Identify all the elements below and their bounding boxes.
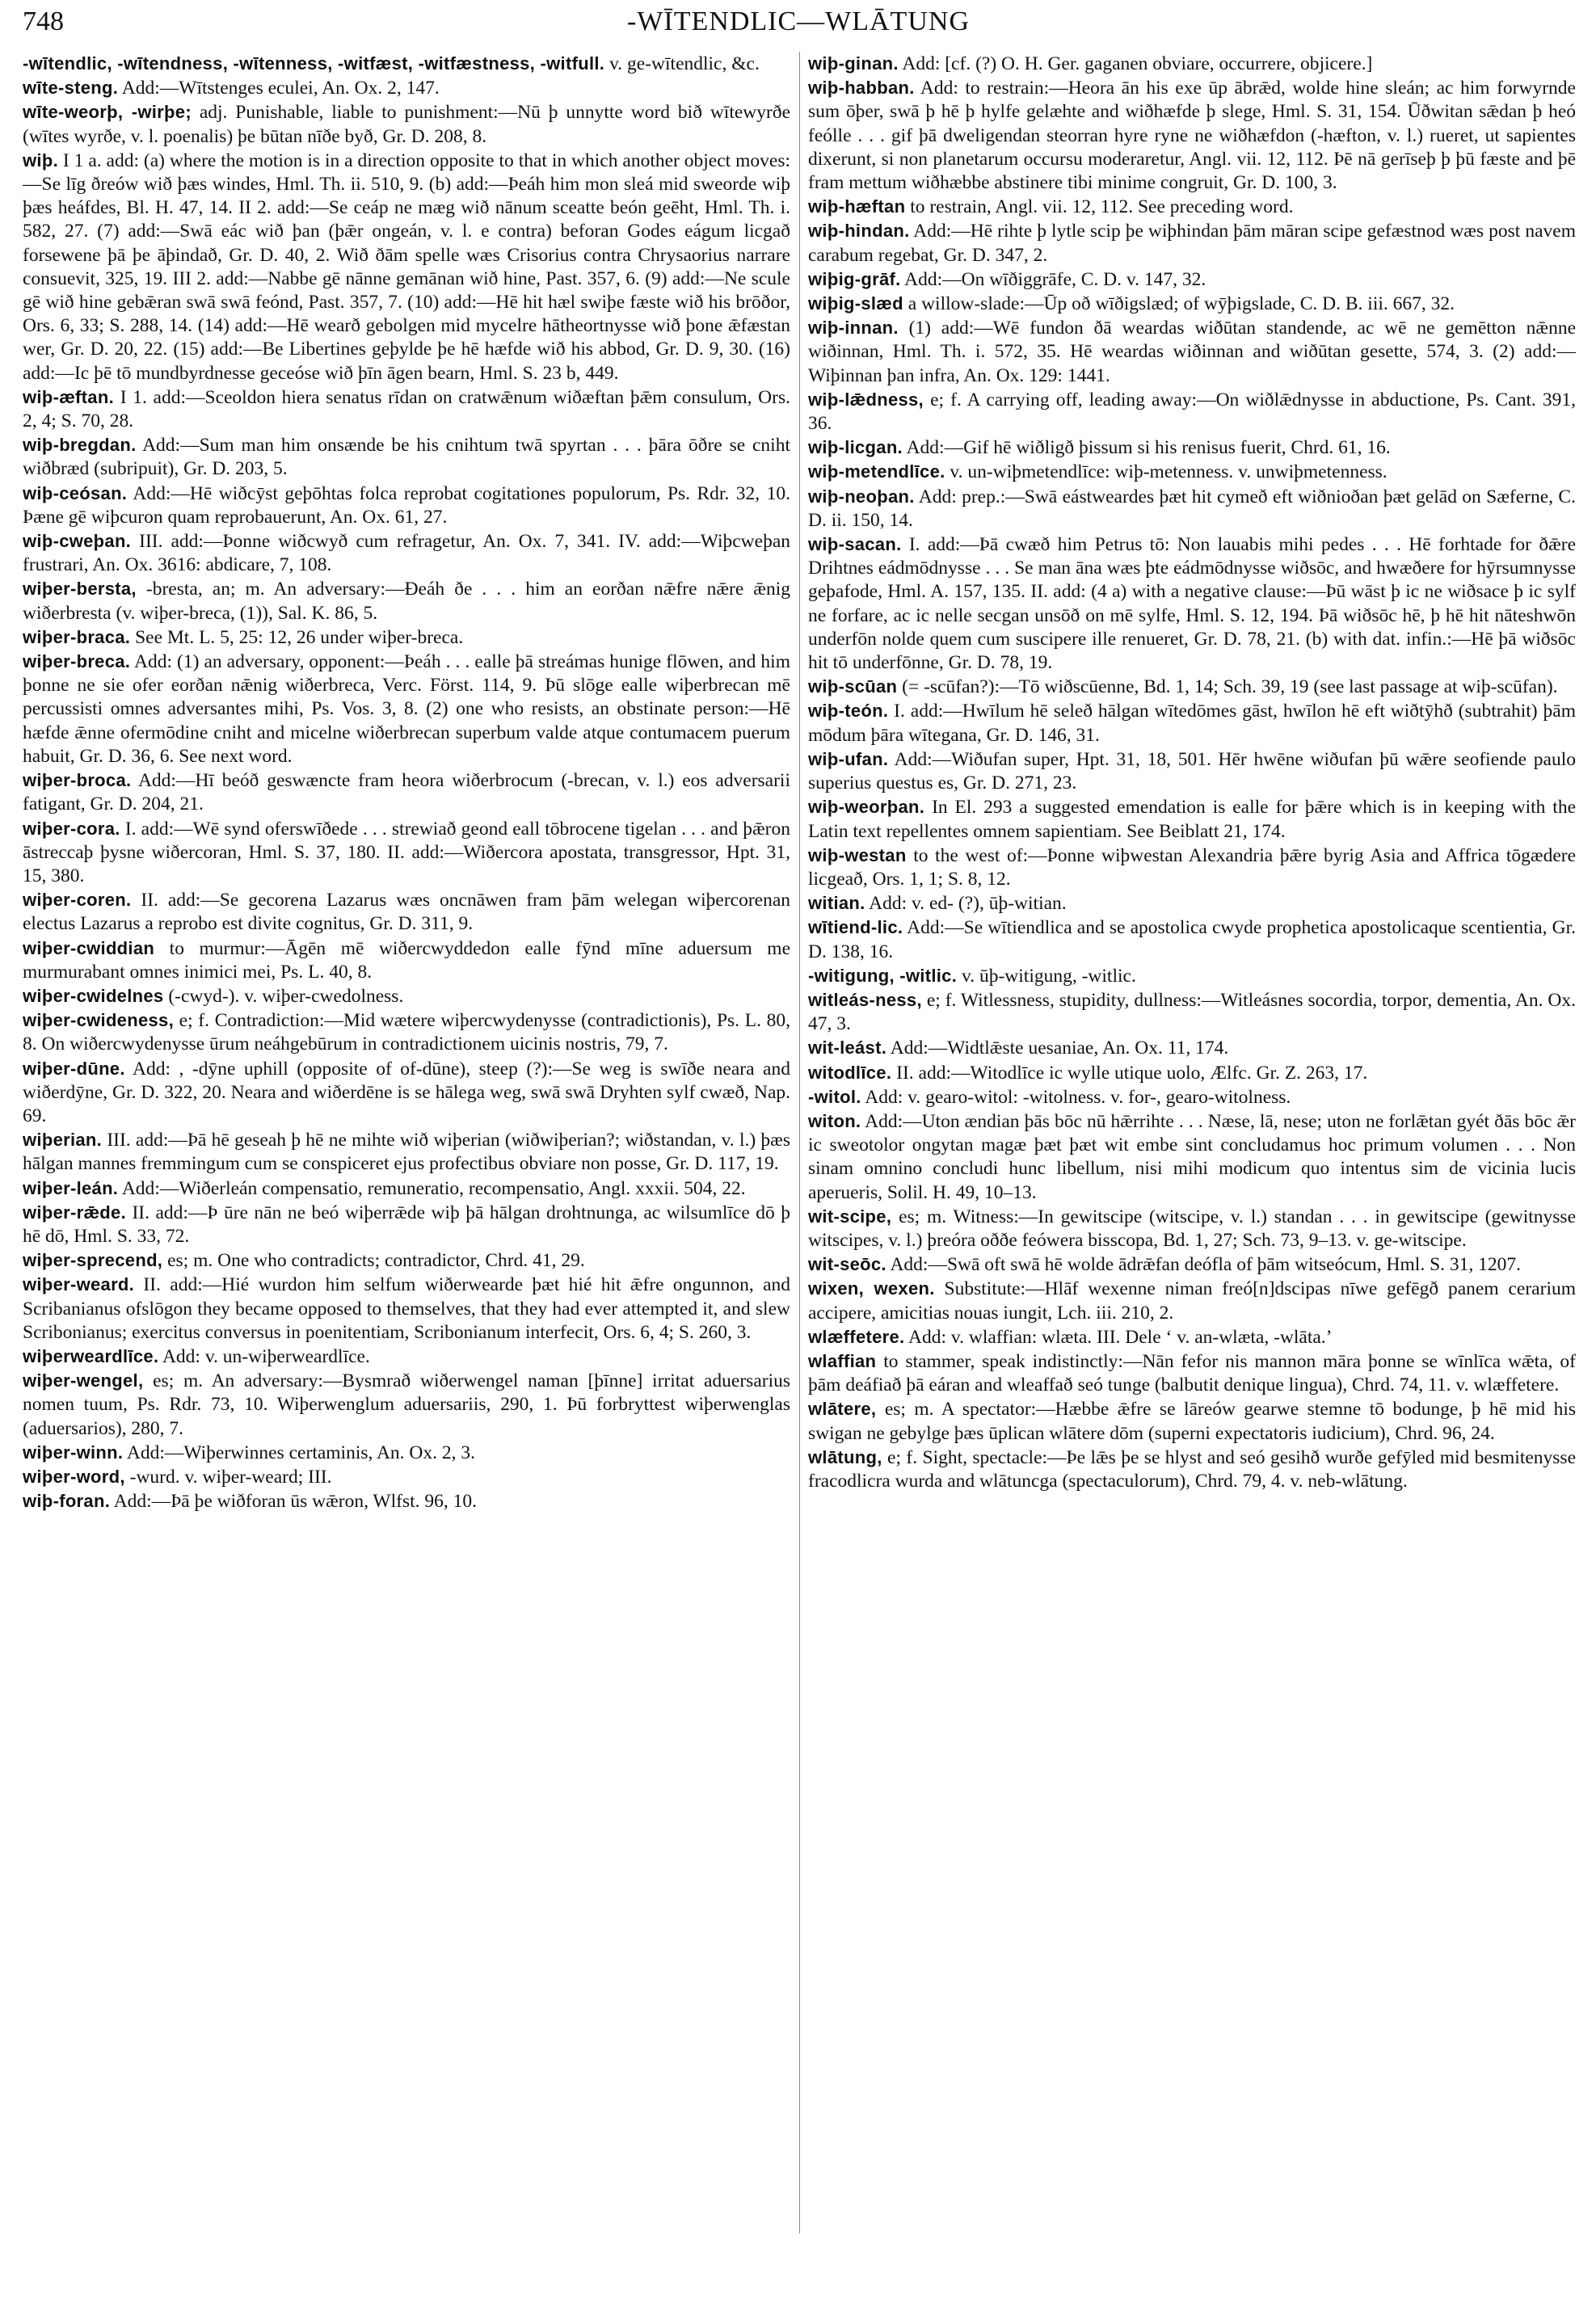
dictionary-entry [808, 747, 1576, 795]
entry-definition: Substitute:—Hlāf wexenne niman freó[n]dscipas nīwe gefēgð panem cerarium accipere, amicitias nouas iungit, Lch. iii. 210, 2. [808, 1278, 1576, 1324]
entry-definition: to stammer, speak indistinctly:—Nān fefor nis mannon māra þonne se wīnlīca wǣta, of þām deáfiað þā eáran and wleaffað seó tunge (balbutit denique lingua), Chrd. 74, 11. v. wlæffetere. [808, 1350, 1576, 1396]
entry-headword: wiþer-rǣde. [23, 1202, 126, 1223]
dictionary-body [23, 52, 1576, 2298]
dictionary-entry [808, 675, 1576, 699]
dictionary-entry [808, 485, 1576, 532]
entry-definition: e; f. Sight, spectacle:—Þe lǣs þe se hlyst and seó gesihð wurðe gefȳled mid besmitenysse fracodlicra wurda and wlātuncga (spectaculorum), Chrd. 79, 4. v. neb-wlātung. [808, 1446, 1576, 1492]
entry-definition: (1) add:—Wē fundon ðā weardas wiðūtan standende, ac wē ne gemētton nǣnne wiðinnan, Hml. Th. i. 572, 35. Hē weardas wiðinnan and wiðūtan gesette, 574, 3. (2) add:—Wiþinnan þan infra, An. Ox. 129: 1441. [808, 318, 1576, 386]
dictionary-entry [808, 964, 1576, 988]
entry-headword: wiþ-teón. [808, 701, 889, 722]
entry-definition: v. ge-wītendlic, &c. [609, 53, 760, 74]
entry-headword: wiþ-foran. [23, 1491, 111, 1512]
entry-definition: Add:—Hē rihte þ lytle scip þe wiþhindan þām māran scipe gefæstnod wæs post navem carabum regebat, Gr. D. 347, 2. [808, 221, 1576, 266]
dictionary-entry [23, 1201, 790, 1248]
dictionary-entry [23, 1345, 790, 1369]
dictionary-entry [808, 1109, 1576, 1205]
dictionary-entry [808, 699, 1576, 747]
entry-headword: wiþ-ginan. [808, 53, 899, 74]
entry-headword: wlaffian [808, 1350, 877, 1371]
entry-headword: wīte-steng. [23, 78, 119, 99]
entry-headword: wiþ-ufan. [808, 748, 889, 769]
dictionary-entry [23, 1441, 790, 1465]
entry-headword: -witigung, -witlic. [808, 965, 958, 986]
entry-definition: Add:—Sum man him onsænde be his cnihtum twā spyrtan . . . þāra ōðre se cniht wiðbræd (subripuit), Gr. D. 203, 5. [23, 435, 790, 480]
entry-definition: III. add:—Þā hē geseah þ hē ne mihte wið wiþerian (wiðwiþerian?; wiðstandan, v. l.) þæs hālgan mannes fremmingum cum se conspiceret ejus profectibus obviare non posse, Gr. D. 117, 19. [23, 1130, 790, 1175]
entry-headword: wiþer-leán. [23, 1177, 119, 1198]
entry-headword: wiþ-hindan. [808, 221, 910, 242]
entry-definition: (= -scūfan?):—Tō wiðscūenne, Bd. 1, 14; Sch. 39, 19 (see last passage at wiþ-scūfan). [902, 676, 1558, 698]
dictionary-entry [808, 316, 1576, 388]
dictionary-entry [23, 1248, 790, 1273]
entry-headword: wiþ. [23, 149, 58, 170]
entry-headword: witon. [808, 1110, 861, 1131]
entry-headword: wiþig-slæd [808, 293, 903, 314]
dictionary-entry [23, 76, 790, 100]
entry-definition: II. add:—Þ ūre nān ne beó wiþerrǣde wiþ þā hālgan drohtnunga, ac wilsumlīce dō þ hē dō, Hml. S. 33, 72. [23, 1202, 790, 1247]
entry-headword: wiþig-grāf. [808, 268, 901, 289]
entry-definition: Add:—Hī beóð geswæncte fram heora wiðerbrocum (-brecan, v. l.) eos adversarii fatigant, Gr. D. 204, 21. [23, 770, 790, 815]
entry-headword: wiþer-cwiddian [23, 937, 155, 958]
entry-definition: es; m. One who contradicts; contradictor, Chrd. 41, 29. [167, 1250, 585, 1272]
entry-headword: wiþ-weorþan. [808, 797, 925, 818]
entry-definition: II. add:—Hié wurdon him selfum wiðerwearde þæt hié hit ǣfre ongunnon, and Scribanianus ofslōgon they became opposed to themselves, that they had ever attempted it, and slew Scribonianus; exercitus conversus in poenitentiam, Scribonianum interfecit, Ors. 6, 4; S. 260, 3. [23, 1274, 790, 1343]
dictionary-entry [808, 844, 1576, 891]
entry-definition: adj. Punishable, liable to punishment:—Nū þ unnytte word bið wītewyrðe (wītes wyrðe, v. l. poenalis) þe būtan nīðe byð, Gr. D. 208, 8. [23, 102, 790, 147]
entry-definition: Add:—Uton ændian þās bōc nū hǣrrihte . . . Næse, lā, nese; uton ne forlǣtan gyét ðās bōc ǣr ic sweotolor ongytan magæ þæt þæt wit embe sint concludamus hoc primum volumen . . . Non sinam omnino concludi hunc libellum, nisi mihi modicum quo intentus sim de vicinia lucis aperueris, Solil. H. 49, 10–13. [808, 1110, 1576, 1203]
dictionary-entry [808, 195, 1576, 219]
dictionary-entry [23, 149, 790, 385]
entry-definition: Add:—Gif hē wiðligð þissum si his renisus fuerit, Chrd. 61, 16. [906, 437, 1391, 459]
entry-headword: wiþerweardlīce. [23, 1345, 159, 1366]
entry-headword: wiþ-scūan [808, 676, 898, 697]
entry-definition: Add:—Widtlǣste uesaniae, An. Ox. 11, 174. [890, 1038, 1229, 1059]
entry-definition: Add:—Þā þe wiðforan ūs wǣron, Wlfst. 96, 10. [113, 1491, 477, 1513]
entry-headword: wiþer-breca. [23, 651, 131, 672]
dictionary-entry [23, 529, 790, 577]
entry-headword: wiþer-braca. [23, 626, 131, 647]
entry-headword: wiþ-æftan. [23, 386, 114, 407]
entry-headword: wiþer-broca. [23, 770, 132, 791]
dictionary-entry [23, 650, 790, 768]
entry-headword: wiþ-lǣdness, [808, 389, 924, 410]
page-header [23, 6, 1574, 42]
entry-headword: wītiend-lic. [808, 917, 903, 938]
entry-definition: Add:—Wiðerleán compensatio, remuneratio, recompensatio, Angl. xxxii. 504, 22. [121, 1177, 746, 1199]
dictionary-entry [808, 891, 1576, 916]
entry-headword: wiþ-ceósan. [23, 482, 128, 503]
entry-definition: v. ūþ-witigung, -witlic. [962, 965, 1136, 987]
entry-definition: es; m. Witness:—In gewitscipe (witscipe, v. l.) standan . . . in gewitscipe (gewitnysse witscipes, v. l.) þreóra oððe feówera bisscopa, Bd. 1, 27; Sch. 73, 9–13. v. ge-witscipe. [808, 1206, 1576, 1251]
entry-headword: wit-scipe, [808, 1206, 892, 1227]
dictionary-entry [23, 888, 790, 936]
entry-definition: es; m. A spectator:—Hæbbe ǣfre se lāreów gearwe stemne tō bodunge, þ hē mid his swigan ne gebylge þæs ūplican wlātere dōm (superni expectatoris iudicium), Chrd. 96, 24. [808, 1399, 1576, 1444]
entry-headword: witian. [808, 893, 865, 914]
dictionary-entry [23, 768, 790, 816]
entry-headword: wixen, wexen. [808, 1278, 935, 1299]
entry-definition: Add:—On wīðiggrāfe, C. D. v. 147, 32. [904, 268, 1206, 290]
dictionary-entry [808, 1325, 1576, 1349]
entry-headword: wiþer-wengel, [23, 1370, 144, 1391]
dictionary-entry [23, 1128, 790, 1176]
entry-definition: I. add:—Þā cwæð him Petrus tō: Non lauabis mihi pedes . . . Hē forhtade for ðǣre Drihtnes eádmōdnysse . . . Se man āna wæs þte eádmōdnysse wiðsōc, and hwæðere for hȳrsumnysse geþafode, Hml. A. 157, 135. II. add: (4 a) with a negative clause:—Þū wāst þ ic ne wiðsace þ ic sylf ne forfare, ac ic nelle secgan unsōð on mē sylfe, Hml. S. 12, 194. Þā wiðsōc hē, þ hē hit nāteshwōn underfōn nolde quem cum suscipere ille renueret, Gr. D. 78, 21. (b) with dat. infin.:—Hē þā wiðsōc hit tō underfōnne, Gr. D. 78, 19. [808, 534, 1576, 674]
entry-definition: to restrain, Angl. vii. 12, 112. See preceding word. [910, 196, 1294, 218]
entry-definition: v. un-wiþmetendlīce: wiþ-metenness. v. unwiþmetenness. [950, 461, 1388, 483]
dictionary-entry [23, 433, 790, 481]
entry-headword: witleás-ness, [808, 989, 922, 1010]
left-column [23, 52, 790, 2298]
right-column [808, 52, 1576, 2298]
entry-headword: -wītendlic, -wītendness, -wītenness, -witfæst, -witfæstness, -witfull. [23, 53, 605, 74]
entry-definition: (-cwyd-). v. wiþer-cwedolness. [168, 985, 404, 1007]
entry-definition: Add:—Wītstenges eculei, An. Ox. 2, 147. [121, 78, 440, 99]
entry-definition: Add: [cf. (?) O. H. Ger. gaganen obviare, occurrere, objicere.] [902, 53, 1373, 74]
dictionary-entry [23, 482, 790, 529]
entry-definition: I 1 a. add: (a) where the motion is in a direction opposite to that in which another object moves:—Se līg ðreów wið þæs windes, Hml. Th. ii. 510, 9. (b) add:—Þeáh him mon sleá mid sweorde wiþ þæs heáfdes, Bl. H. 47, 14. II 2. add:—Se ceáp ne mæg wið nānum sceatte beón geēht, Hml. Th. i. 582, 27. (7) add:—Swā eác wið þan (þǣr ongeán, v. l. e contra) beforan Godes eágum licgað forsewene þā þe āþindað, Gr. D. 40, 2. Wið ðām spelle wæs Crisorius contra Chrysaorius narrare consuevit, 325, 19. III 2. add:—Nabbe gē nānne gemānan wið hine, Past. 357, 6. (9) add:—Ne scule gē wið hine gebǣran swā swā feónd, Past. 357, 7. (10) add:—Hē hit hæl swiþe fæste wið his brōðor, Ors. 6, 33; S. 288, 14. (14) add:—Hē wearð gebolgen mid mycelre hātheortnysse wið þone ǣfæstan wer, Gr. D. 20, 22. (15) add:—Be Libertines geþylde þe hē hæfde wið his abbod, Gr. D. 9, 30. (16) add:—Ic þē tō mundbyrdnesse geceóse wið þīn āgen bearn, Hml. S. 23 b, 449. [23, 149, 790, 384]
entry-definition: to the west of:—Þonne wiþwestan Alexandria þǣre byrig Asia and Affrica tōgædere licgeað, Ors. 1, 1; S. 8, 12. [808, 844, 1576, 890]
entry-definition: In El. 293 a suggested emendation is ealle for þǣre which is in keeping with the Latin text repellentes omnem sapientiam. See Beiblatt 21, 174. [808, 797, 1576, 842]
entry-headword: wiþer-cora. [23, 818, 120, 839]
entry-definition: Add: to restrain:—Heora ān his exe ūp ābrǣd, wolde hine sleán; ac him forwyrnde sum ōþer, swā þ hē þ hylfe gelæhte and wiðhæfde þ slege, Hml. S. 31, 154. Ūðwitan sǣdan þ heó feólle . . . gif þā dweligendan steorran hyre ryne ne wiðhæfdon (-hæfton, v. l.) rueret, ut sapientes dixerunt, si non planetarum occursu moderaretur, Angl. vii. 12, 112. Þē nā gerīseþ þ þū fæste and þē fram mettum wiðhæbbe abstinere tibi minime congruit, Gr. D. 100, 3. [808, 78, 1576, 194]
page-number: 748 [23, 6, 64, 36]
dictionary-entry [808, 436, 1576, 460]
entry-definition: a willow-slade:—Ūp oð wīðigslæd; of wȳþigslade, C. D. B. iii. 667, 32. [907, 293, 1455, 315]
dictionary-entry [23, 817, 790, 889]
dictionary-entry [808, 1446, 1576, 1493]
dictionary-entry [808, 1277, 1576, 1324]
entry-definition: Add: v. un-wiþerweardlīce. [162, 1345, 370, 1367]
entry-headword: wiþer-coren. [23, 890, 132, 911]
entry-definition: -bresta, an; m. An adversary:—Đeáh ðe . . . him an eorðan nǣfre nǣre ǣnig wiðerbresta (v. wiþer-breca, (1)), Sal. K. 86, 5. [23, 579, 790, 624]
dictionary-entry [808, 988, 1576, 1036]
entry-definition: I 1. add:—Sceoldon hiera senatus rīdan on cratwǣnum wiðæftan þǣm consulum, Ors. 2, 4; S. 70, 28. [23, 386, 790, 432]
dictionary-entry [808, 795, 1576, 843]
dictionary-entry [23, 385, 790, 433]
dictionary-entry [808, 1205, 1576, 1252]
dictionary-entry [808, 916, 1576, 963]
entry-headword: wiþ-westan [808, 844, 907, 865]
entry-definition: e; f. Witlessness, stupidity, dullness:—Witleásnes socordia, torpor, dementia, An. Ox. 47, 3. [808, 989, 1576, 1035]
dictionary-entry [23, 1008, 790, 1056]
entry-definition: Add: (1) an adversary, opponent:—Þeáh . . . ealle þā streámas hunige flōwen, and him þonne ne sie ofer eorðan nǣnig wiðerbreca, Verc. Först. 114, 9. Þū slōge ealle wiþerbrecan mē percussisti omnes adversantes mihi, Ps. Vos. 3, 8. (2) one who resists, an obstinate person:—Hē hæfde ǣnne ofermōdine cniht and micelne wiðerbrecan superbum valde atque contumacem puerum habuit, Gr. D. 36, 6. See next word. [23, 651, 790, 767]
entry-definition: e; f. A carrying off, leading away:—On wiðlǣdnysse in abductione, Ps. Cant. 391, 36. [808, 389, 1576, 435]
column-divider [799, 52, 800, 2233]
entry-headword: wiþer-winn. [23, 1442, 124, 1463]
entry-headword: wiþ-licgan. [808, 437, 903, 458]
entry-headword: wiþer-word, [23, 1466, 125, 1487]
entry-headword: wīte-weorþ, -wirþe; [23, 102, 192, 123]
entry-headword: wiþ-habban. [808, 78, 915, 99]
dictionary-entry [808, 219, 1576, 267]
entry-definition: Add: v. ed- (?), ūþ-witian. [869, 893, 1067, 915]
entry-headword: wlæffetere. [808, 1326, 905, 1347]
dictionary-entry [23, 937, 790, 984]
dictionary-entry [808, 52, 1576, 76]
entry-definition: Add:—Wiðufan super, Hpt. 31, 18, 501. Hēr hwēne wiðufan þū wǣre seofiende paulo superius questus es, Gr. D. 271, 23. [808, 748, 1576, 794]
dictionary-entry [23, 1057, 790, 1129]
entry-definition: II. add:—Witodlīce ic wylle utique uolo, Ælfc. Gr. Z. 263, 17. [896, 1062, 1368, 1084]
dictionary-entry [23, 1465, 790, 1489]
entry-headword: wit-seōc. [808, 1254, 886, 1275]
dictionary-entry [23, 625, 790, 650]
entry-headword: wiþ-cweþan. [23, 531, 132, 552]
entry-headword: wiþ-neoþan. [808, 486, 915, 507]
entry-definition: es; m. An adversary:—Bysmrað wiðerwengel naman [þīnne] irritat aduersarius nomen tuum, Ps. Rdr. 73, 10. Wiþerwenglum aduersariis, 290, 1. Þū forbryttest wiþerwenglas (aduersarios), 280, 7. [23, 1370, 790, 1439]
dictionary-entry [23, 52, 790, 76]
entry-headword: -witol. [808, 1086, 861, 1107]
entry-headword: wiþer-weard. [23, 1274, 135, 1295]
entry-headword: wlātung, [808, 1446, 882, 1467]
dictionary-entry [808, 460, 1576, 484]
entry-definition: Add:—Swā oft swā hē wolde ādrǣfan deófla of þām witseócum, Hml. S. 31, 1207. [890, 1254, 1522, 1276]
dictionary-entry [23, 984, 790, 1008]
entry-definition: III. add:—Þonne wiðcwyð cum refragetur, An. Ox. 7, 341. IV. add:—Wiþcweþan frustrari, An. Ox. 3616: abdicare, 7, 108. [23, 531, 790, 576]
entry-headword: wiþ-bregdan. [23, 435, 137, 456]
entry-headword: wiþ-metendlīce. [808, 461, 945, 482]
dictionary-entry [808, 1397, 1576, 1445]
dictionary-entry [808, 532, 1576, 675]
entry-headword: witodlīce. [808, 1062, 892, 1083]
entry-headword: wiþerian. [23, 1130, 103, 1151]
dictionary-entry [808, 1061, 1576, 1085]
dictionary-entry [808, 292, 1576, 316]
dictionary-entry [23, 1489, 790, 1513]
entry-headword: wiþer-bersta, [23, 579, 137, 600]
entry-definition: e; f. Contradiction:—Mid wætere wiþercwydenysse (contradictionis), Ps. L. 80, 8. On wiðercwydenysse ūrum neáhgebūrum in contradictionem uicinis nostris, 79, 7. [23, 1010, 790, 1055]
entry-definition: I. add:—Wē synd oferswīðede . . . strewiað geond eall tōbrocene tigelan . . . and þǣron āstreccaþ þysne wiðercoran, Hml. S. 37, 180. II. add:—Wiðercora apostata, transgressor, Hpt. 31, 15, 380. [23, 818, 790, 886]
entry-definition: -wurd. v. wiþer-weard; III. [129, 1466, 332, 1488]
dictionary-entry [23, 1177, 790, 1201]
entry-definition: Add:—Se wītiendlica and se apostolica cwyde prophetica apostolicaque scentientia, Gr. D. 138, 16. [808, 917, 1576, 962]
entry-definition: Add: v. wlaffian: wlæta. III. Dele ‘ v. an-wlæta, -wlāta.’ [908, 1326, 1333, 1348]
entry-definition: Add: , -dȳne uphill (opposite of of-dūne), steep (?):—Se weg is swīðe neara and wiðerdȳne, Gr. D. 322, 20. Neara and wiðerdēne is se hālega weg, swā swā Dryhten sylf cwæð, Nap. 69. [23, 1058, 790, 1126]
entry-headword: wlātere, [808, 1399, 877, 1420]
entry-headword: wiþer-cwidelnes [23, 985, 164, 1006]
dictionary-entry [23, 1369, 790, 1441]
entry-headword: wiþer-dūne. [23, 1058, 125, 1079]
dictionary-entry [808, 1085, 1576, 1109]
entry-definition: I. add:—Hwīlum hē seleð hālgan wītedōmes gāst, hwīlon hē eft wiðtȳhð (subtrahit) þām mōdum þāra wītegana, Gr. D. 146, 31. [808, 701, 1576, 746]
dictionary-entry [808, 76, 1576, 195]
entry-headword: wit-leást. [808, 1038, 887, 1059]
entry-definition: Add: prep.:—Swā eástweardes þæt hit cymeð eft wiðnioðan þæt gelād on Sæferne, C. D. ii. 150, 14. [808, 486, 1576, 531]
dictionary-entry [23, 577, 790, 625]
entry-headword: wiþ-hæftan [808, 196, 906, 217]
dictionary-entry [23, 1273, 790, 1345]
dictionary-entry [808, 1252, 1576, 1277]
dictionary-entry [808, 1349, 1576, 1397]
entry-definition: Add:—Hē wiðcȳst geþōhtas folca reprobat cogitationes populorum, Ps. Rdr. 32, 10. Þæne gē wiþcuron quam reprobauerunt, An. Ox. 61, 27. [23, 482, 790, 528]
entry-headword: wiþer-cwideness, [23, 1010, 174, 1031]
dictionary-entry [808, 267, 1576, 292]
dictionary-entry [808, 388, 1576, 436]
dictionary-entry [23, 100, 790, 148]
running-title: -WĪTENDLIC—WLĀTUNG [627, 6, 970, 36]
dictionary-entry [808, 1036, 1576, 1060]
entry-definition: Add: v. gearo-witol: -witolness. v. for-, gearo-witolness. [865, 1086, 1291, 1108]
entry-definition: II. add:—Se gecorena Lazarus wæs oncnāwen fram þām welegan wiþercorenan electus Lazarus a reprobo est divite cognitus, Gr. D. 311, 9. [23, 890, 790, 935]
entry-headword: wiþer-sprecend, [23, 1250, 163, 1271]
entry-definition: See Mt. L. 5, 25: 12, 26 under wiþer-breca. [135, 626, 464, 648]
entry-definition: to murmur:—Āgēn mē wiðercwyddedon ealle fȳnd mīne aduersum me murmurabant omnes inimici mei, Ps. L. 40, 8. [23, 937, 790, 983]
entry-headword: wiþ-innan. [808, 318, 899, 339]
entry-definition: Add:—Wiþerwinnes certaminis, An. Ox. 2, 3. [126, 1442, 476, 1463]
entry-headword: wiþ-sacan. [808, 534, 902, 555]
